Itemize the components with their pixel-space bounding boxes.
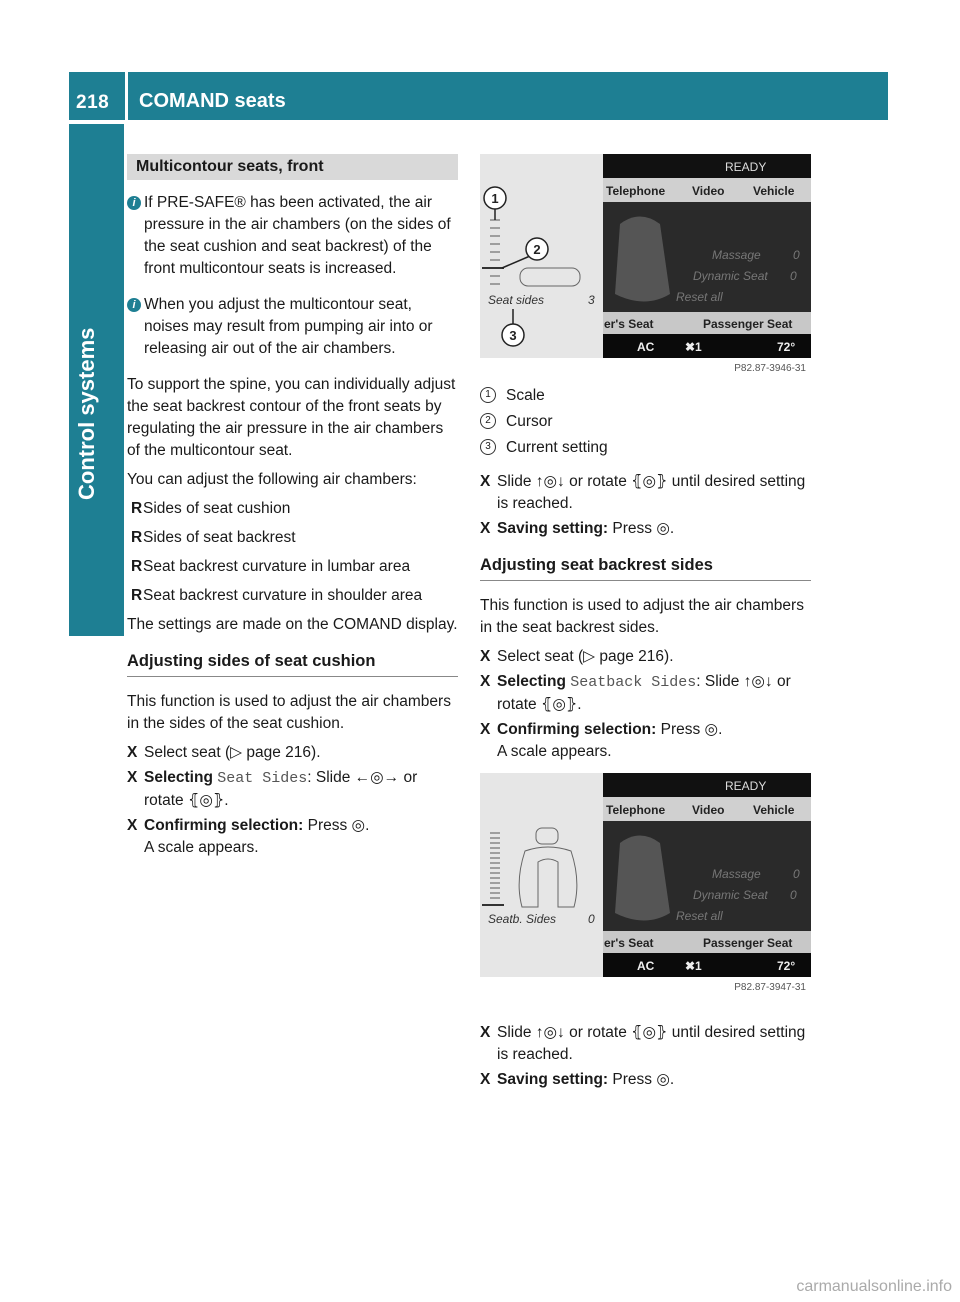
step-text: Select seat (▷ page 216). [497,648,674,665]
comand-screen-figure [480,154,811,379]
step-keyword: Confirming selection: [144,817,304,834]
step-mark: X [480,520,491,537]
subheading: Adjusting sides of seat cushion [127,650,458,677]
step-keyword: Saving setting: [497,520,609,537]
comand-screen-figure [480,773,811,998]
step-text: A scale appears. [497,743,612,760]
bullet-mark: R [131,500,143,517]
step-mark: X [127,744,138,761]
menu-dynamic-seat-value: 0 [790,269,797,283]
ac-label: AC [637,959,655,973]
info-text: If PRE-SAFE® has been activated, the air pressure in the air chambers (on the sides of the seat cushion and seat backrest) of the front multicontour seats is increased. [144,194,451,277]
step-text: Press ◎. [303,817,370,834]
tab-telephone: Telephone [606,184,666,198]
info-icon: i [127,196,141,210]
legend-text: Current setting [506,439,608,456]
tab-video: Video [692,184,725,198]
figure-ref: P82.87-3946-31 [734,363,806,374]
callout-3-number: 3 [509,328,517,343]
temp-label: 72° [777,340,796,354]
step [480,1022,811,1066]
comand-screen-2 [480,773,811,998]
fan-label: ✖1 [685,340,702,354]
info-note [127,192,458,280]
step [127,767,458,812]
menu-massage-value: 0 [793,867,800,881]
step-keyword: Selecting [144,769,213,786]
legend-text: Scale [506,387,545,404]
menu-item-name: Seatback Sides [570,674,697,691]
step-mark: X [127,769,138,786]
step-mark: X [480,1071,491,1088]
step-text: Slide ↑◎↓ or rotate ⦃◎⦄ until desired setting is reached. [497,473,806,512]
temp-label: 72° [777,959,796,973]
menu-dynamic-seat: Dynamic Seat [693,269,768,283]
step [127,742,458,764]
legend-text: Cursor [506,413,553,430]
step [480,471,811,515]
list-item [127,527,458,549]
setting-label: Seat sides [488,293,545,307]
step-text: Press ◎. [608,1071,675,1088]
menu-massage: Massage [712,867,761,881]
side-tab-label: Control systems [74,327,99,500]
page-number: 218 [76,92,110,113]
page-title: COMAND seats [139,90,286,112]
list-item [127,498,458,520]
list-item-text: Sides of seat cushion [143,500,291,517]
step-text: Slide ↑◎↓ or rotate ⦃◎⦄ until desired setting is reached. [497,1024,806,1063]
step-mark: X [480,673,491,690]
step-text: Press ◎. [656,721,723,738]
bullet-mark: R [131,529,143,546]
seat-left-label: er's Seat [604,317,654,331]
list-item-text: Sides of seat backrest [143,529,296,546]
step [480,671,811,716]
seat-right-label: Passenger Seat [703,317,793,331]
step-mark: X [480,1024,491,1041]
ac-label: AC [637,340,655,354]
step-text: : Slide ←◎→ or rotate ⦃◎⦄. [144,769,418,809]
step-mark: X [480,648,491,665]
status-text: READY [725,160,767,174]
list-item [127,585,458,607]
paragraph: This function is used to adjust the air chambers in the sides of the seat cushion. [127,693,451,732]
step [127,815,458,859]
list-item-text: Seat backrest curvature in shoulder area [143,587,423,604]
tab-vehicle: Vehicle [753,803,795,817]
legend-number: 3 [480,439,496,455]
step [480,646,811,668]
step-text: Select seat (▷ page 216). [144,744,321,761]
seat-right-label: Passenger Seat [703,936,793,950]
section-title: Multicontour seats, front [127,154,458,180]
step-keyword: Selecting [497,673,566,690]
header-separator [125,72,128,120]
legend-item [480,411,811,433]
info-text: When you adjust the multicontour seat, noises may result from pumping air into or releasing air out of the air chambers. [144,296,433,357]
info-icon: i [127,298,141,312]
list-item [127,556,458,578]
legend-item [480,385,811,407]
callout-1-number: 1 [491,191,499,206]
menu-massage: Massage [712,248,761,262]
step [480,719,811,763]
step-keyword: Confirming selection: [497,721,657,738]
setting-label: Seatb. Sides [488,912,557,926]
footer-watermark[interactable]: carmanualsonline.info [796,1278,952,1295]
list-item-text: Seat backrest curvature in lumbar area [143,558,411,575]
menu-dynamic-seat-value: 0 [790,888,797,902]
setting-value: 3 [588,293,595,307]
paragraph: To support the spine, you can individually adjust the seat backrest contour of the front seats by regulating the air pressure in the air chambers of the multicontour seat. [127,376,456,459]
fan-label: ✖1 [685,959,702,973]
menu-item-name: Seat Sides [217,770,308,787]
step-mark: X [480,473,491,490]
menu-dynamic-seat: Dynamic Seat [693,888,768,902]
callout-2-number: 2 [533,242,541,257]
menu-massage-value: 0 [793,248,800,262]
menu-reset-all: Reset all [676,290,723,304]
info-note [127,294,458,360]
tab-video: Video [692,803,725,817]
menu-reset-all: Reset all [676,909,723,923]
legend-number: 1 [480,387,496,403]
step-text: Press ◎. [608,520,675,537]
step-mark: X [480,721,491,738]
paragraph: The settings are made on the COMAND display. [127,616,458,633]
step [480,1069,811,1091]
bullet-mark: R [131,587,143,604]
tab-telephone: Telephone [606,803,666,817]
tab-vehicle: Vehicle [753,184,795,198]
subheading: Adjusting seat backrest sides [480,554,811,581]
paragraph: This function is used to adjust the air chambers in the seat backrest sides. [480,597,804,636]
step-keyword: Saving setting: [497,1071,609,1088]
right-column [480,154,811,1094]
step-text: A scale appears. [144,839,259,856]
step-text: : Slide ↑◎↓ or rotate ⦃◎⦄. [497,673,791,713]
step-mark: X [127,817,138,834]
step [480,518,811,540]
figure-ref: P82.87-3947-31 [734,982,806,993]
legend-number: 2 [480,413,496,429]
status-text: READY [725,779,767,793]
setting-value: 0 [588,912,595,926]
comand-screen-1 [480,154,811,379]
left-column [127,154,458,862]
seat-left-label: er's Seat [604,936,654,950]
bullet-mark: R [131,558,143,575]
legend-item [480,437,811,459]
paragraph: You can adjust the following air chambers: [127,471,417,488]
